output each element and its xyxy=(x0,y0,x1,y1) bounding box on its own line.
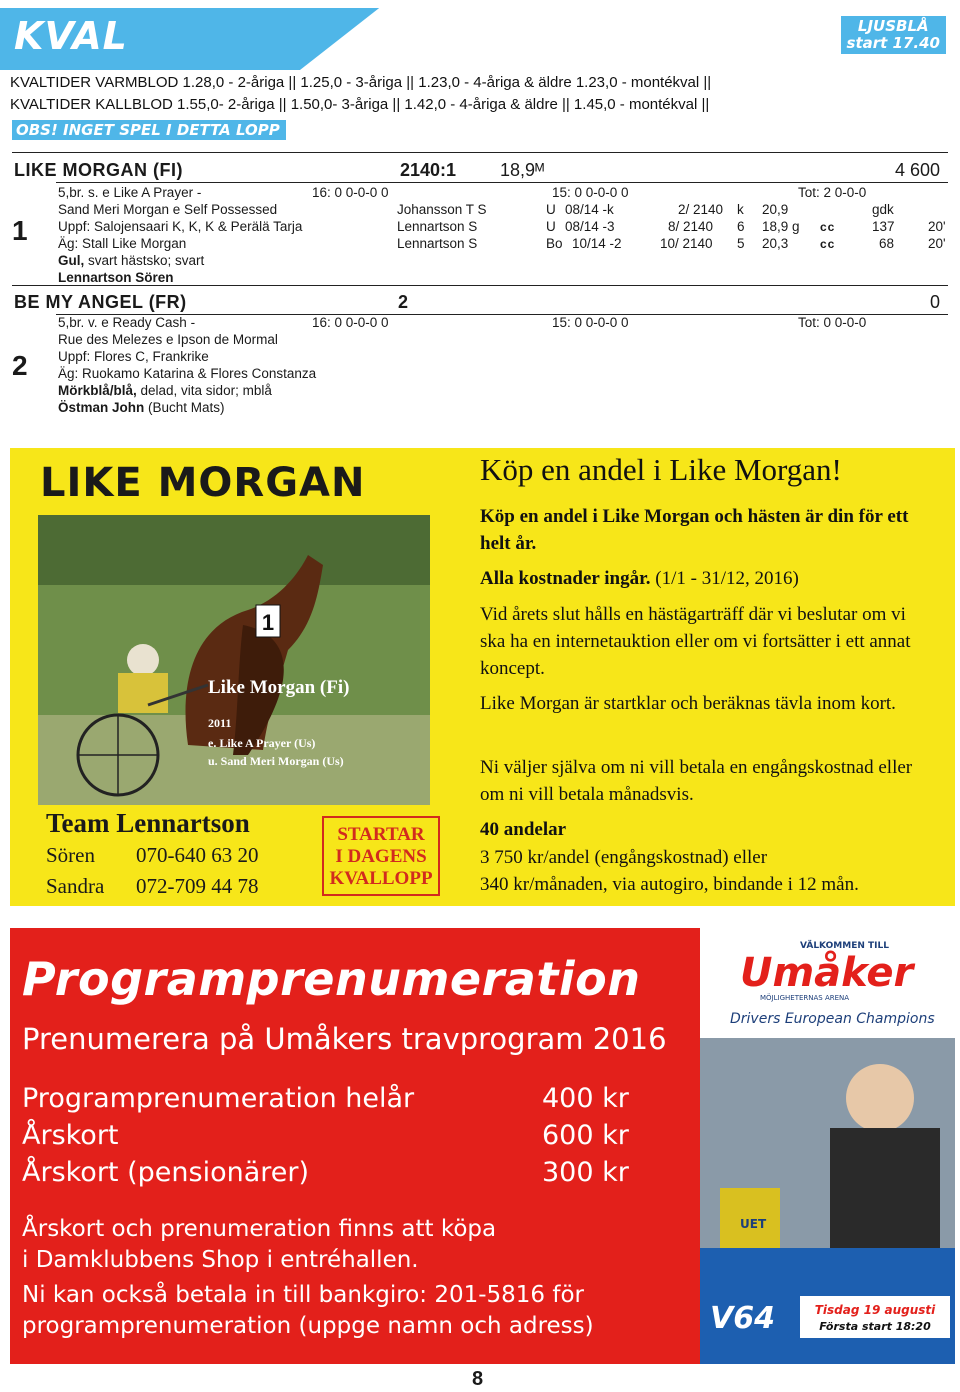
start-prize: gdk xyxy=(872,202,894,217)
subscription-subtitle: Prenumerera på Umåkers travprogram 2016 xyxy=(22,1022,667,1056)
horse-photo xyxy=(38,515,430,805)
start-placing: 2/ 2140 xyxy=(678,202,724,217)
shop-line: Årskort och prenumeration finns att köpa xyxy=(22,1216,497,1242)
photo-caption-name: Like Morgan (Fi) xyxy=(208,677,350,698)
divider xyxy=(12,152,948,153)
trainer-name: (Bucht Mats) xyxy=(144,400,225,415)
start-track: U xyxy=(546,219,556,234)
start-date: 08/14 -3 xyxy=(565,219,615,234)
price-label: Årskort (pensionärer) xyxy=(22,1157,309,1188)
start-prize: 20' xyxy=(928,219,946,234)
start-badge xyxy=(841,16,946,54)
qual-times-kallblod: KVALTIDER KALLBLOD 1.55,0- 2-åriga || 1.50,0- 3-åriga || 1.42,0 - 4-åriga & äldre || 1.45,0 - montékval || xyxy=(10,96,710,113)
bankgiro-line: programprenumeration (uppge namn och adress) xyxy=(22,1313,594,1339)
ad-shares: 40 andelar xyxy=(480,819,567,840)
contact-phone: 070-640 63 20 xyxy=(136,843,259,867)
start-track: U xyxy=(546,202,556,217)
stat-16: 16: 0 0-0-0 0 xyxy=(312,315,389,330)
start-type: 5 xyxy=(737,236,745,251)
costs-period: (1/1 - 31/12, 2016) xyxy=(650,568,799,589)
ad-price-monthly: 340 kr/månaden, via autogiro, bindande i 12 mån. xyxy=(480,874,859,895)
start-time: 20,9 xyxy=(762,202,789,217)
poster-tagline: Drivers European Champions xyxy=(730,1011,935,1027)
contact-row xyxy=(46,874,259,899)
photo-caption-year: 2011 xyxy=(208,716,232,730)
horse-pedigree: 5,br. s. e Like A Prayer - xyxy=(58,185,202,200)
horse-breeder: Uppf: Salojensaari K, K, K & Perälä Tarja xyxy=(58,219,303,234)
poster-arena: MÖJLIGHETERNAS ARENA xyxy=(760,994,850,1002)
start-type: k xyxy=(737,202,744,217)
start-date: 10/14 -2 xyxy=(572,236,622,251)
contact-row xyxy=(46,843,259,868)
price-list xyxy=(22,1080,629,1191)
contact-phone: 072-709 44 78 xyxy=(136,874,259,898)
horse-name: BE MY ANGEL (FR) xyxy=(14,292,187,312)
bankgiro-info xyxy=(22,1280,594,1342)
divider xyxy=(56,182,948,183)
umaker-poster xyxy=(700,928,955,1364)
price-value: 600 kr xyxy=(542,1120,629,1151)
poster-welcome: VÄLKOMMEN TILL xyxy=(800,941,889,951)
stat-total: Tot: 0 0-0-0 xyxy=(798,315,867,330)
photo-caption-dam: u. Sand Meri Morgan (Us) xyxy=(208,754,344,768)
divider xyxy=(12,285,948,286)
stat-15: 15: 0 0-0-0 0 xyxy=(552,185,629,200)
stat-total: Tot: 2 0-0-0 xyxy=(798,185,867,200)
costs-included: Alla kostnader ingår. xyxy=(480,568,651,589)
ad-paragraph: Vid årets slut hålls en hästägarträff där vi beslutar om vi ska ha en internetauktion eller om vi fortsätter i ett annat koncept. xyxy=(480,604,911,679)
horse-owner: Äg: Stall Like Morgan xyxy=(58,236,187,251)
horse-record: 18,9ᴹ xyxy=(500,160,545,180)
start-prize: 20' xyxy=(928,236,946,251)
price-row xyxy=(22,1080,629,1117)
stat-16: 16: 0 0-0-0 0 xyxy=(312,185,389,200)
horse-pedigree: 5,br. v. e Ready Cash - xyxy=(58,315,196,330)
start-number: 2 xyxy=(12,350,28,381)
start-driver: Lennartson S xyxy=(397,236,478,251)
badge-color: LJUSBLÅ xyxy=(857,17,929,35)
start-odds: 68 xyxy=(879,236,895,251)
horse-name: LIKE MORGAN (FI) xyxy=(14,160,183,180)
photo-caption-sire: e. Like A Prayer (Us) xyxy=(208,736,316,750)
driver-name: Östman John xyxy=(58,400,145,415)
colors-main: Mörkblå/blå, xyxy=(58,383,137,398)
qual-times-varmblod: KVALTIDER VARMBLOD 1.28,0 - 2-åriga || 1.25,0 - 3-åriga || 1.23,0 - 4-åriga & äldre 1.23,0 - montékval || xyxy=(10,74,712,91)
start-date: 08/14 -k xyxy=(565,202,614,217)
ad-intro: Köp en andel i Like Morgan och hästen är din för ett helt år. xyxy=(480,506,909,554)
price-label: Årskort xyxy=(22,1120,119,1151)
poster-date: Tisdag 19 augusti xyxy=(814,1303,936,1317)
horse-dam: Rue des Melezes e Ipson de Mormal xyxy=(58,332,278,347)
start-odds: 137 xyxy=(872,219,895,234)
price-label: Programprenumeration helår xyxy=(22,1083,415,1114)
team-contacts xyxy=(46,808,259,899)
horse-earnings: 4 600 xyxy=(895,160,941,180)
start-type: 6 xyxy=(737,219,745,234)
start-number: 1 xyxy=(12,215,28,246)
startar-line: KVALLOPP xyxy=(329,868,433,889)
saddle-cloth-number: 1 xyxy=(261,610,275,635)
start-driver: Johansson T S xyxy=(397,202,487,217)
horse-photo-illustration xyxy=(38,515,430,805)
ad-paragraph: Ni väljer själva om ni vill betala en engångskostnad eller om ni vill betala månadsvis. xyxy=(480,757,913,805)
subscription-title: Programprenumeration xyxy=(22,952,641,1006)
startar-badge xyxy=(322,816,440,896)
horse-colors xyxy=(58,253,204,268)
start-placing: 8/ 2140 xyxy=(668,219,714,234)
horse-colors xyxy=(58,383,272,398)
start-placing: 10/ 2140 xyxy=(660,236,713,251)
price-value: 300 kr xyxy=(542,1157,629,1188)
horse-driver xyxy=(58,400,225,415)
start-track: Bo xyxy=(546,236,563,251)
ad-logo: LIKE MORGAN xyxy=(40,460,366,506)
shoe-code: cc xyxy=(820,237,836,251)
colors-main: Gul, xyxy=(58,253,85,268)
horse-earnings: 0 xyxy=(930,292,941,312)
no-betting-notice: OBS! INGET SPEL I DETTA LOPP xyxy=(12,120,286,140)
contact-name: Sören xyxy=(46,843,95,867)
horse-owner: Äg: Ruokamo Katarina & Flores Constanza xyxy=(58,366,317,381)
ad-costs xyxy=(480,565,920,592)
start-time: 18,9 g xyxy=(762,219,800,234)
horse-distance: 2 xyxy=(398,292,409,312)
shop-line: i Damklubbens Shop i entréhallen. xyxy=(22,1247,419,1273)
ad-price: 3 750 kr/andel (engångskostnad) eller xyxy=(480,847,768,868)
umaker-poster-illustration xyxy=(700,928,955,1364)
horse-dam: Sand Meri Morgan e Self Possessed xyxy=(58,202,278,217)
contact-name: Sandra xyxy=(46,874,105,898)
team-title: Team Lennartson xyxy=(46,808,250,838)
badge-time: start 17.40 xyxy=(846,34,940,52)
shoe-code: cc xyxy=(820,220,836,234)
poster-start: Första start 18:20 xyxy=(819,1320,931,1333)
startar-line: I DAGENS xyxy=(335,846,427,867)
poster-logo: Umåker xyxy=(740,950,914,996)
start-time: 20,3 xyxy=(762,236,789,251)
price-value: 400 kr xyxy=(542,1083,629,1114)
price-row xyxy=(22,1117,629,1154)
colors-detail: delad, vita sidor; mblå xyxy=(136,383,272,398)
poster-uet: UET xyxy=(740,1217,767,1231)
bankgiro-line: Ni kan också betala in till bankgiro: 201-5816 för xyxy=(22,1282,584,1308)
page-number: 8 xyxy=(472,1368,484,1390)
price-row xyxy=(22,1154,629,1191)
horse-distance: 2140:1 xyxy=(400,160,457,180)
section-title: KVAL xyxy=(14,14,128,58)
ad-paragraph: Like Morgan är startklar och beräknas tävla inom kort. xyxy=(480,693,896,714)
startar-line: STARTAR xyxy=(337,824,425,845)
stat-15: 15: 0 0-0-0 0 xyxy=(552,315,629,330)
shop-info xyxy=(22,1214,496,1276)
ad-headline: Köp en andel i Like Morgan! xyxy=(480,452,842,487)
horse-driver: Lennartson Sören xyxy=(58,270,174,285)
poster-v64: V64 xyxy=(710,1301,775,1336)
horse-breeder: Uppf: Flores C, Frankrike xyxy=(58,349,209,364)
colors-detail: svart hästsko; svart xyxy=(84,253,205,268)
start-driver: Lennartson S xyxy=(397,219,478,234)
